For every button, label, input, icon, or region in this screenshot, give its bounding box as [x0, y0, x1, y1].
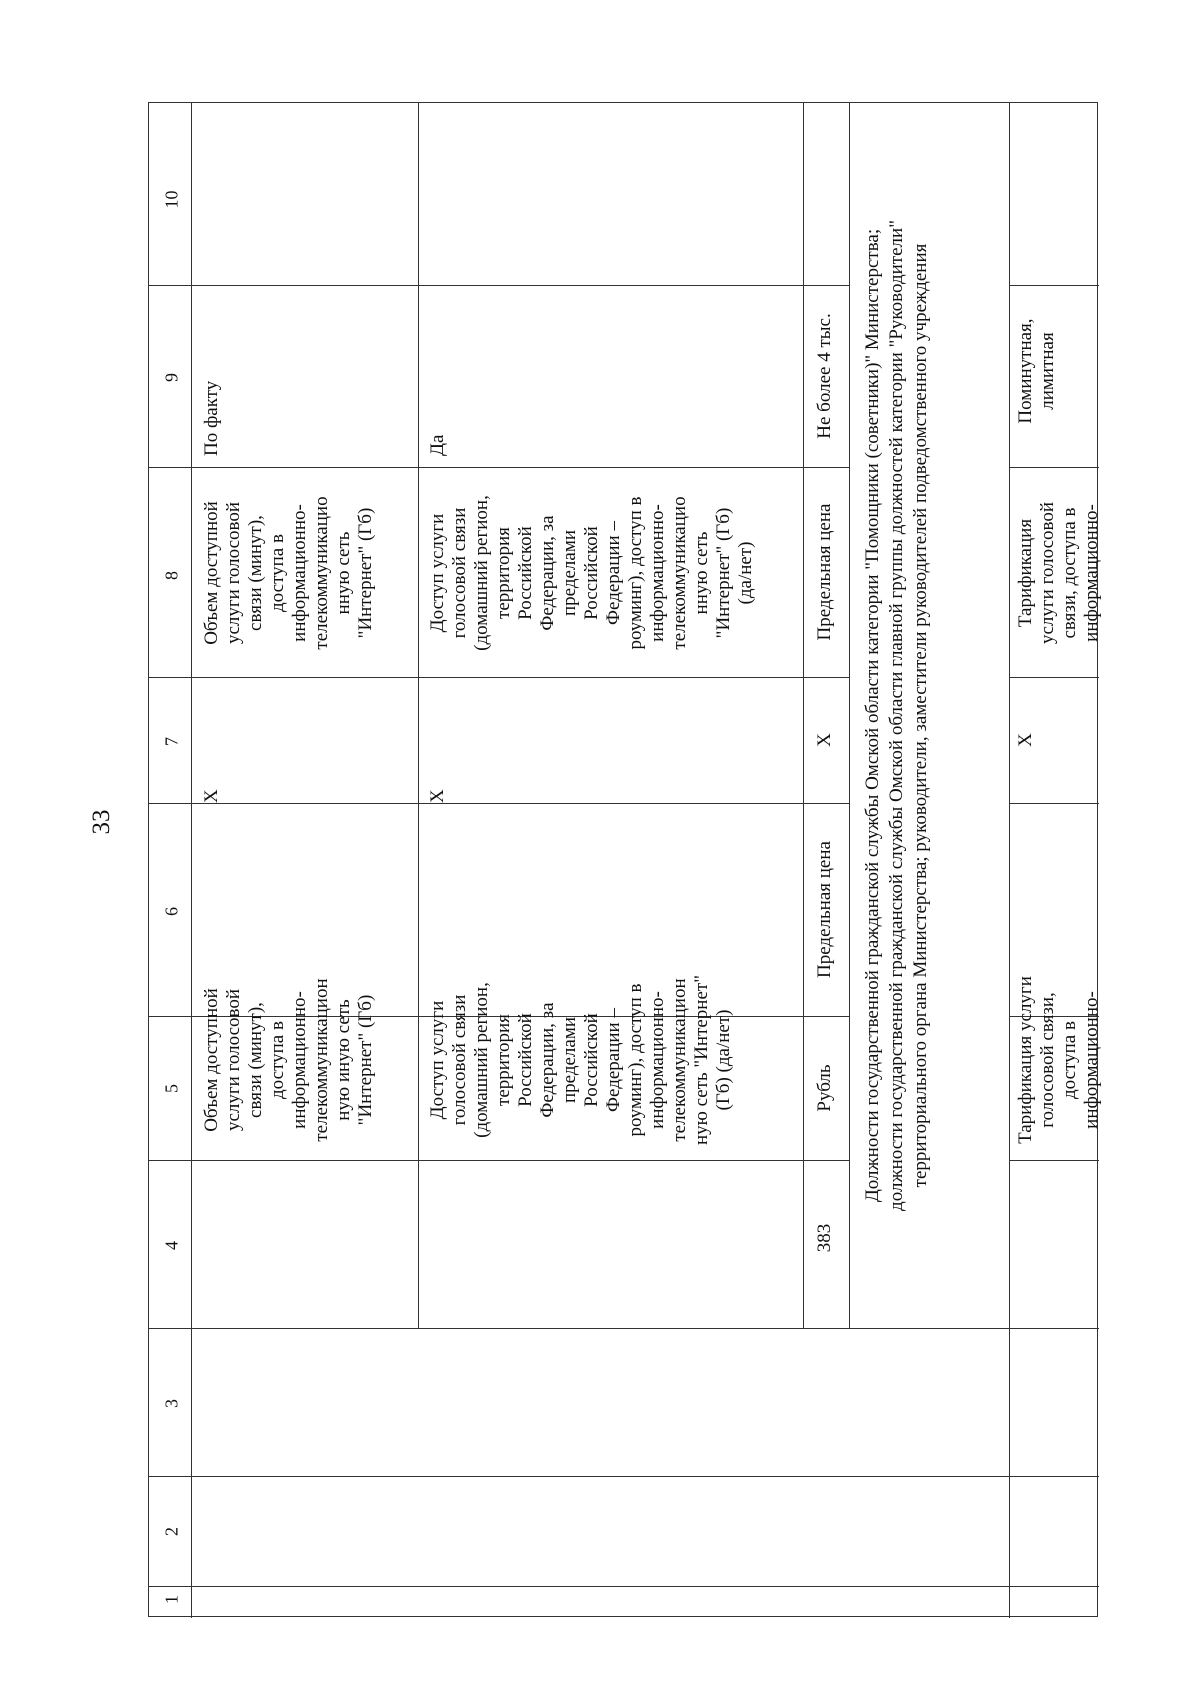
cell-r3-c8: Предельная цена	[814, 503, 835, 641]
document-table	[148, 102, 1102, 1617]
cell-r2-c7: Х	[427, 789, 448, 803]
section-header: Должности государственной гражданской службы Омской области категории "Помощники (советники)" Министерства; должности государственной гражданской службы Омской области главной группы должностей категории "Руководители" территориального органа Министерства; руководители, заместители руководителей подведомственного учреждения	[862, 220, 931, 1211]
column-header-10: 10	[161, 190, 182, 209]
column-divider	[149, 1476, 1099, 1477]
cell-r2-c6: Доступ услуги голосовой связи (домашний регион, территория Российской Федерации, за пределами Российской Федерации – роуминг), доступ в информационно- телекоммуникацион ную сеть "Интернет" (Гб) (да/нет)	[427, 975, 734, 1145]
cell-r3-c5: Рубль	[814, 1064, 835, 1112]
cell-r4-c9: Поминутная, лимитная	[1015, 318, 1058, 424]
cell-r3-c7: Х	[814, 733, 835, 747]
column-divider	[149, 1586, 1099, 1587]
cell-r1-c9: По факту	[201, 380, 222, 456]
cell-r1-c6: Объем доступной услуги голосовой связи (минут), доступа в информационно- телекоммуникацион ную иную сеть "Интернет" (Гб)	[201, 978, 376, 1142]
column-header-6: 6	[161, 907, 182, 916]
column-header-5: 5	[161, 1084, 182, 1093]
column-divider	[149, 803, 849, 804]
row-divider	[1009, 103, 1010, 1618]
cell-r1-c7: Х	[201, 789, 222, 803]
column-divider	[149, 677, 849, 678]
column-divider	[149, 1160, 849, 1161]
row-divider	[418, 103, 419, 1328]
cell-r4-c8: Тарификация услуги голосовой связи, доступа в информационно-	[1015, 501, 1102, 645]
cell-r4-c6: Тарификация услуги голосовой связи, доступа в информационно-	[1015, 976, 1102, 1144]
cell-r4-c7: Х	[1015, 733, 1036, 747]
cell-r2-c8: Доступ услуги голосовой связи (домашний регион, территория Российской Федерации, за пределами Российской Федерации – роуминг), доступ в информационно- телекоммуникацио нную сеть "Интернет" (Гб) (да/нет)	[427, 495, 756, 651]
column-divider	[149, 1328, 1099, 1329]
column-divider	[149, 467, 849, 468]
column-divider	[149, 285, 849, 286]
column-header-2: 2	[161, 1527, 182, 1536]
row-divider	[191, 103, 192, 1618]
cell-r2-c9: Да	[427, 434, 448, 456]
column-header-4: 4	[161, 1241, 182, 1250]
column-header-9: 9	[161, 373, 182, 382]
column-header-8: 8	[161, 571, 182, 580]
cell-r3-c4: 383	[814, 1223, 835, 1253]
cell-r3-c9: Не более 4 тыс.	[814, 313, 835, 439]
column-header-1: 1	[161, 1595, 182, 1604]
column-divider	[1009, 803, 1099, 804]
row-divider	[849, 103, 850, 1328]
row-divider	[803, 103, 804, 1328]
column-divider	[1009, 1160, 1099, 1161]
column-divider	[1009, 467, 1099, 468]
cell-r1-c8: Объем доступной услуги голосовой связи (минут), доступа в информационно- телекоммуникацио нную сеть "Интернет" (Гб)	[201, 496, 376, 650]
cell-r3-c6: Предельная цена	[814, 841, 835, 978]
page-number: 33	[88, 809, 115, 835]
column-header-3: 3	[161, 1399, 182, 1408]
column-header-7: 7	[161, 737, 182, 746]
